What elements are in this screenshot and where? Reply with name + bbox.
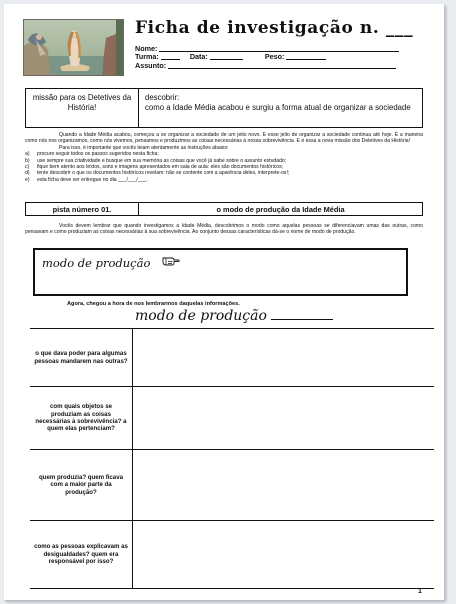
name-field[interactable]	[159, 46, 399, 52]
instruction-item: e) esta ficha deve ser entregue no dia ___/___/___.	[25, 176, 148, 183]
instructions-heading: Para isso, é importante que vocês leiam atentamente as instruções abaixo:	[59, 144, 229, 151]
question-cell: como as pessoas explicavam as desigualdades? quem era responsável por isso?	[30, 521, 133, 588]
weight-label: Peso:	[264, 52, 285, 61]
instruction-item: b) use sempre sua criatividade e busque em sua memória as coisas que você já sabe sobre o assunto estudado;	[25, 157, 287, 164]
reminder-paragraph: Vocês devem lembrar que quando investigamos a Idade Média, descobrimos o modo como aquelas pessoas se diferenciavam umas das outras, como pensavam e como produziam as coisas necessárias à sua sobrevivência. Ao conjunto dessas características dá-se o nome de modo de produção.	[25, 223, 423, 236]
mission-discover-label: descobrir:	[145, 93, 180, 102]
clue-topic: o modo de produção da Idade Média	[216, 204, 345, 214]
weight-field[interactable]	[286, 54, 326, 60]
subject-field[interactable]	[168, 63, 396, 69]
worksheet-title	[135, 18, 413, 38]
date-label: Data:	[189, 52, 208, 61]
instructions-text	[25, 132, 423, 183]
table-title-blank[interactable]	[271, 308, 333, 320]
clue-number: pista número 01.	[26, 203, 139, 215]
class-field[interactable]	[161, 54, 180, 60]
title-text: Ficha de investigação n. ___	[135, 18, 414, 38]
mission-box	[25, 88, 423, 128]
question-cell: o que dava poder para algumas pessoas mandarem nas outras?	[30, 329, 133, 386]
answer-box[interactable]	[33, 248, 408, 296]
table-title	[135, 308, 333, 324]
question-cell: com quais objetos se produziam as coisas necessárias à sobrevivência? a quem elas pertenciam?	[30, 387, 133, 449]
intro-paragraph: Quando a Idade Média acabou, começou a se organizar a sociedade de um jeito novo. E esse jeito de organizar a sociedade continua até hoje. É a maneira como nós nos organizamos, como nós vivemos, pensamos e produzimos as coisas necessárias à nossa sobrevivência. E é essa a nova missão dos Detetives da História!	[25, 132, 423, 145]
mission-discover-text: como a Idade Média acabou e surgiu a forma atual de organizar a sociedade	[145, 102, 411, 112]
mission-description	[139, 89, 422, 127]
date-field[interactable]	[210, 54, 243, 60]
worksheet-page	[4, 4, 444, 600]
instruction-item: c) fique bem atento aos textos, sons e imagens apresentados em sala de aula: eles são documentos históricos;	[25, 164, 284, 171]
answer-box-label: modo de produção	[42, 256, 151, 270]
question-cell: quem produzia? quem ficava com a maior parte da produção?	[30, 450, 133, 520]
page-number: 1	[418, 588, 422, 595]
pointing-hand-icon	[162, 255, 180, 266]
table-row[interactable]	[30, 450, 434, 521]
subject-label: Assunto:	[135, 60, 167, 70]
table-title-text: modo de produção	[135, 308, 267, 324]
instruction-item: a) procure seguir todos os passos sugeridos nesta ficha;	[25, 151, 159, 158]
instruction-item: d) tente descobrir o que os documentos históricos revelam: não se contente com a aparência deles, interprete-os!;	[25, 170, 290, 177]
name-label: Nome:	[135, 43, 158, 53]
table-row[interactable]	[30, 521, 434, 589]
table-row[interactable]	[30, 329, 434, 387]
clue-box	[25, 202, 423, 216]
table-row[interactable]	[30, 387, 434, 450]
birth-of-venus-painting	[23, 19, 124, 76]
prompt-text: Agora, chegou a hora de nos lembrarmos daquelas informações.	[67, 301, 240, 307]
student-info-fields	[135, 44, 425, 70]
question-table	[30, 328, 434, 588]
mission-label: missão para os Detetives da História!	[26, 89, 139, 127]
class-label: Turma:	[135, 52, 159, 61]
